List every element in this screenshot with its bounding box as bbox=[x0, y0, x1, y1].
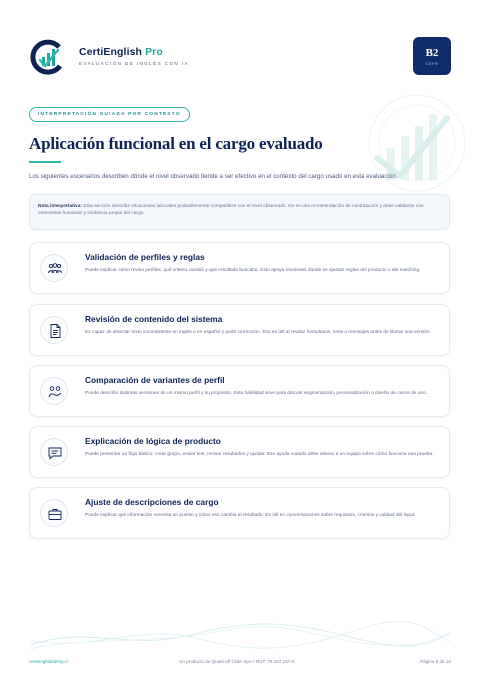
chat-icon bbox=[40, 438, 68, 466]
card-description: Puede explicar cómo revisa perfiles, qué criterio cambió y qué resultado buscaba. Esto apoya reuniones donde se ajustan reglas del producto o del matching. bbox=[85, 268, 421, 273]
page-title: Aplicación funcional en el cargo evaluado bbox=[29, 134, 323, 153]
card-description: Puede describir distintas versiones de un mismo perfil y su propósito. Esta habilidad sirve para discutir segmentación, personalización o diseño de casos de uso. bbox=[85, 391, 427, 396]
level-badge-level: B2 bbox=[425, 47, 439, 59]
background-chart-decoration bbox=[355, 88, 470, 203]
person-compare-icon bbox=[40, 377, 68, 405]
scenario-card bbox=[29, 242, 450, 294]
card-description: Puede presentar un flujo básico: crear grupo, enviar test, revisar resultados y ajustar. Eso ayuda cuando debe alinear a un equipo sobre cómo funciona una prueba. bbox=[85, 452, 434, 457]
card-title: Ajuste de descripciones de cargo bbox=[85, 497, 219, 507]
scenario-card bbox=[29, 487, 450, 539]
intro-text: Los siguientes escenarios describen dónde el nivel observado tiende a ser efectivo en el contexto del cargo usado en esta evaluación. bbox=[29, 173, 398, 180]
section-pill: INTERPRETACIÓN GUIADA POR CONTEXTO bbox=[29, 107, 190, 122]
footer-wave-decoration bbox=[30, 615, 450, 655]
users-icon bbox=[40, 254, 68, 282]
card-description: Es capaz de detectar texto inconsistente en inglés o en español y pedir corrección. Eso es útil al revisar formularios, tests o mensajes antes de liberar una versión. bbox=[85, 330, 431, 335]
note-label: Nota interpretativa: bbox=[38, 204, 82, 209]
footer-website-link[interactable]: certienglishdemy.cl bbox=[29, 659, 68, 664]
level-badge bbox=[413, 37, 451, 75]
document-icon bbox=[40, 316, 68, 344]
title-underline bbox=[29, 161, 61, 163]
card-title: Explicación de lógica de producto bbox=[85, 436, 221, 446]
card-description: Puede explicar qué información necesita un puesto y cómo eso cambia el resultado. Es útil en conversaciones sobre requisitos, criterios y calidad del input. bbox=[85, 513, 416, 518]
scenario-card bbox=[29, 426, 450, 478]
scenario-card bbox=[29, 365, 450, 417]
briefcase-icon bbox=[40, 499, 68, 527]
note-text: Esta sección describe situaciones laborales probablemente compatibles con el nivel observado. No es una recomendación de contratación y debe validarse con entrevistas humanas y evidencia propia del cargo. bbox=[38, 204, 424, 217]
page-header bbox=[29, 37, 451, 77]
brand-name: CertiEnglish Pro bbox=[79, 46, 163, 58]
brand-block bbox=[79, 46, 189, 66]
footer-company-info: Un producto de Quasi-off Chile SpA • RUT: 76.407.157-K bbox=[179, 659, 295, 664]
card-title: Validación de perfiles y reglas bbox=[85, 252, 205, 262]
footer-page-number: Página 8 de 10 bbox=[420, 659, 451, 664]
level-badge-sub: CEFR bbox=[425, 61, 439, 66]
interpretive-note bbox=[29, 194, 450, 230]
scenario-card bbox=[29, 304, 450, 356]
page-footer bbox=[29, 659, 451, 667]
certienglish-logo-icon bbox=[29, 39, 65, 75]
brand-tagline: EVALUACIÓN DE INGLÉS CON IA bbox=[79, 61, 189, 66]
brand-name-suffix: Pro bbox=[145, 46, 163, 58]
card-title: Comparación de variantes de perfil bbox=[85, 375, 225, 385]
card-title: Revisión de contenido del sistema bbox=[85, 314, 223, 324]
